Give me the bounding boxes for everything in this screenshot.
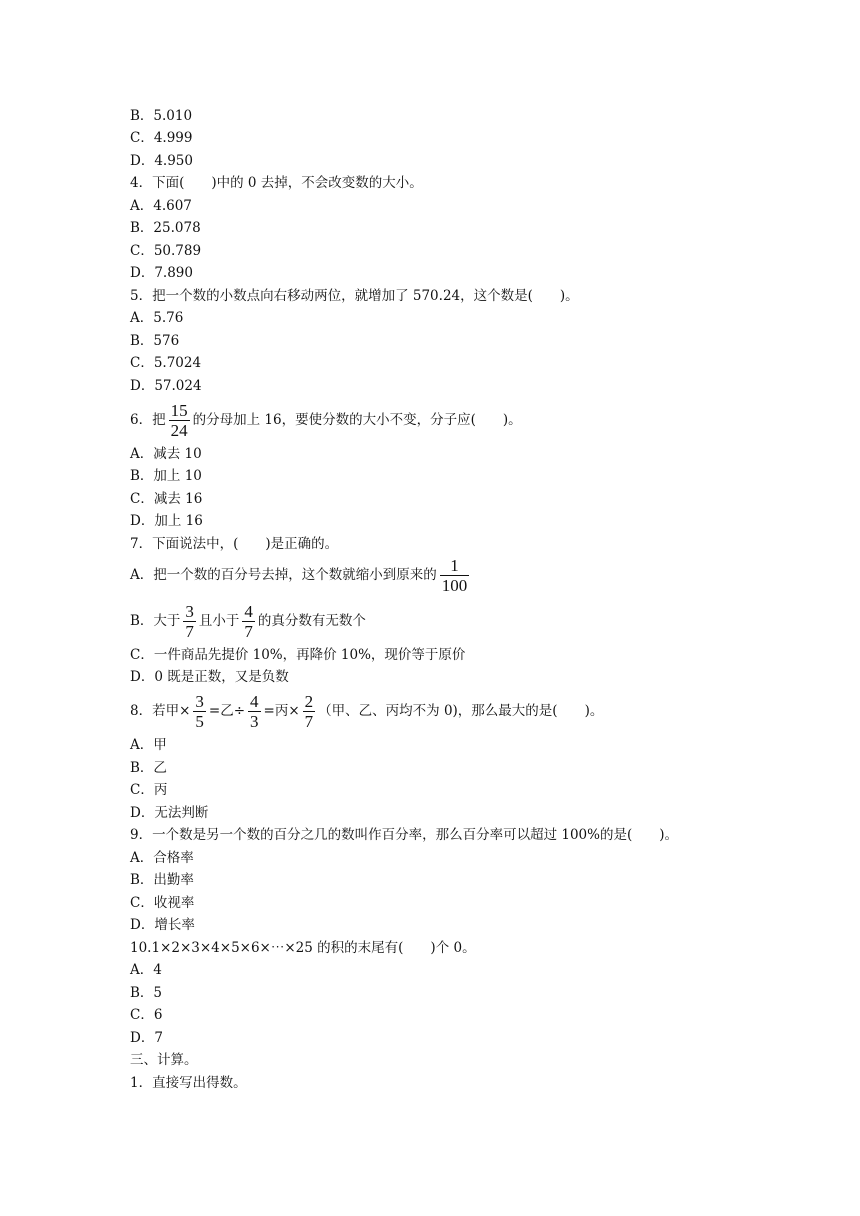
option-line: D．0 既是正数，又是负数 <box>130 669 289 685</box>
question-8: 8．若甲× $\frac{3}{5}$ =乙÷ $\frac{4}{3}$ =丙× $\frac{2}{7}$ （甲、乙、丙均不为 0)，那么最大的是( )。 <box>130 692 604 731</box>
question-5: 5．把一个数的小数点向右移动两位，就增加了 570.24，这个数是( )。 <box>130 288 579 304</box>
question-10: 10.1×2×3×4×5×6×⋯×25 的积的末尾有( )个 0。 <box>130 940 476 956</box>
question-6: 6．把 $\frac{15}{24}$ 的分母加上 16，要使分数的大小不变，分子应( )。 <box>130 401 522 440</box>
option-line: B．5.010 <box>130 108 193 124</box>
option-line: D．4.950 <box>130 153 193 169</box>
option-line: D．无法判断 <box>130 805 209 821</box>
option-line: C．减去 16 <box>130 491 203 507</box>
option-line: C．收视率 <box>130 895 195 911</box>
option-line: C．6 <box>130 1007 163 1023</box>
option-line: A．4.607 <box>130 198 192 214</box>
question-7: 7．下面说法中，( )是正确的。 <box>130 536 339 552</box>
option-line: D．加上 16 <box>130 513 203 529</box>
question-9: 9．一个数是另一个数的百分之几的数叫作百分率，那么百分率可以超过 100%的是( )。 <box>130 827 679 843</box>
option-line: C．50.789 <box>130 243 202 259</box>
option-line: C．4.999 <box>130 130 193 146</box>
option-line: D．7 <box>130 1030 163 1046</box>
option-line: D．57.024 <box>130 378 202 394</box>
option-line: A．甲 <box>130 737 167 753</box>
option-line: D．增长率 <box>130 917 195 933</box>
fraction: $\frac{3}{5}$ <box>195 692 204 731</box>
option-line: B．大于 $\frac{3}{7}$ 且小于 $\frac{4}{7}$ 的真分数有无数个 <box>130 602 366 641</box>
option-line: B．576 <box>130 333 180 349</box>
option-line: B．5 <box>130 985 163 1001</box>
section-heading: 三、计算。 <box>130 1052 198 1068</box>
fraction: $\frac{15}{24}$ <box>170 401 188 440</box>
option-line: B．加上 10 <box>130 468 202 484</box>
option-line: C．丙 <box>130 782 168 798</box>
option-line: D．7.890 <box>130 265 193 281</box>
option-line: C．一件商品先提价 10%，再降价 10%，现价等于原价 <box>130 647 466 663</box>
option-line: A．合格率 <box>130 850 194 866</box>
fraction: $\frac{3}{7}$ <box>185 602 194 641</box>
fraction: $\frac{2}{7}$ <box>304 692 314 731</box>
fraction: $\frac{4}{7}$ <box>244 602 253 641</box>
option-line: A．减去 10 <box>130 446 202 462</box>
fraction: $\frac{4}{3}$ <box>250 692 259 731</box>
option-line: A．4 <box>130 962 162 978</box>
option-line: A．把一个数的百分号去掉，这个数就缩小到原来的 $\frac{1}{100}$ <box>130 556 468 595</box>
option-line: A．5.76 <box>130 310 184 326</box>
question-4: 4．下面( )中的 0 去掉，不会改变数的大小。 <box>130 175 423 191</box>
option-line: B．乙 <box>130 760 167 776</box>
fraction: $\frac{1}{100}$ <box>441 556 468 595</box>
question-line: 1．直接写出得数。 <box>130 1075 247 1091</box>
option-line: C．5.7024 <box>130 355 202 371</box>
option-line: B．25.078 <box>130 220 201 236</box>
option-line: B．出勤率 <box>130 872 194 888</box>
